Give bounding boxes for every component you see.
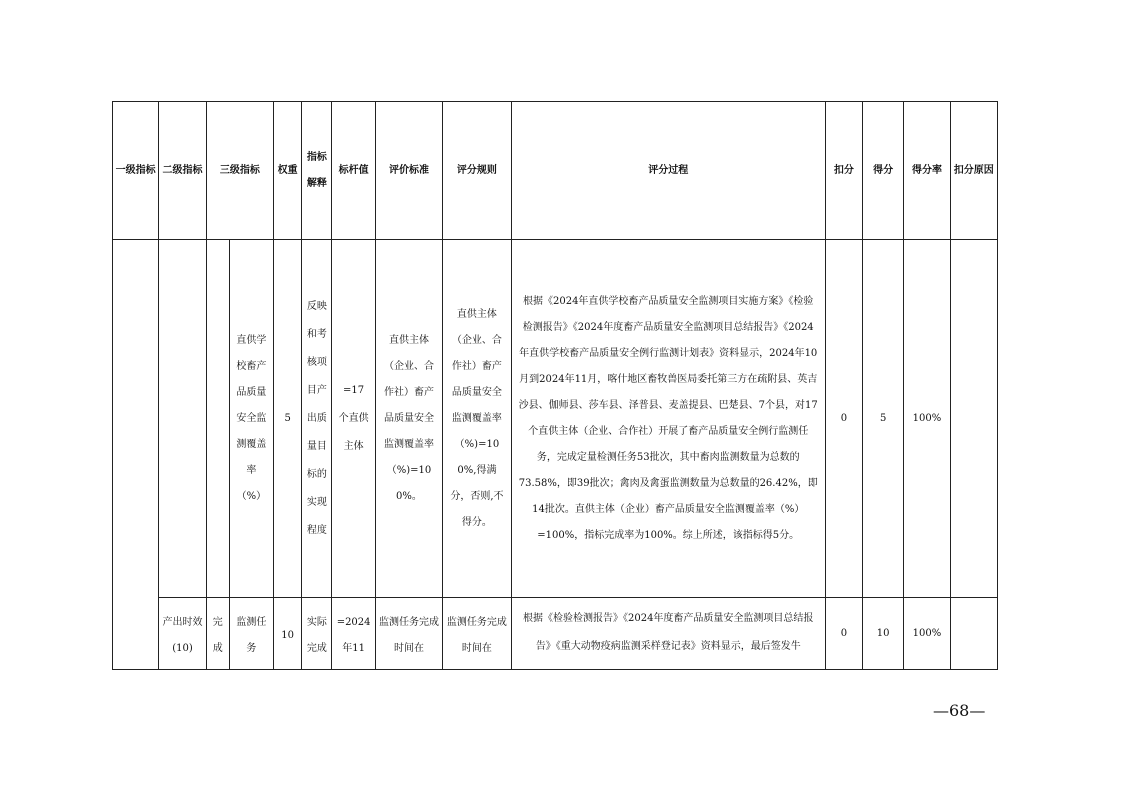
header-rule: 评分规则 <box>443 102 511 240</box>
header-explain: 指标解释 <box>302 102 332 240</box>
rule-text: 直供主体（企业、合作社）畜产品质量安全监测覆盖率（%)=100%,得满分，否则,不得分。 <box>450 308 504 528</box>
page-number: —68— <box>933 701 986 720</box>
evaluation-table <box>112 101 998 670</box>
cell-process: 根据《2024年直供学校畜产品质量安全监测项目实施方案》《检验检测报告》《2024年度畜产品质量安全监测项目总结报告》《2024年直供学校畜产品质量安全例行监测计划表》资料显示，2024年10月到2024年11月，喀什地区畜牧兽医局委托第三方在疏附县、英吉沙县、伽师县、莎车县、泽普县、麦盖提县、巴楚县、7个县，对17个直供主体（企业、合作社）开展了畜产品质量安全例行监测任务，完成定量检测任务53批次，其中畜肉监测数量为总数的73.58%，即39批次；禽肉及禽蛋监测数量为总数量的26.42%，即14批次。直供主体（企业）畜产品质量安全监测覆盖率（%）=100%，指标完成率为100%。综上所述，该指标得5分。 <box>511 240 825 598</box>
cell-score: 10 <box>863 598 904 670</box>
header-level3: 三级指标 <box>206 102 273 240</box>
header-benchmark: 标杆值 <box>332 102 375 240</box>
cell-explain: 实际完成 <box>302 598 332 670</box>
cell-level2: 产出时效(10) <box>159 598 206 670</box>
cell-rule <box>443 240 511 598</box>
cell-rule: 监测任务完成时间在 <box>443 598 511 670</box>
header-level1: 一级指标 <box>113 102 159 240</box>
cell-reason <box>950 240 997 598</box>
cell-level3a <box>206 240 229 598</box>
cell-level3a: 完成 <box>206 598 229 670</box>
level3b-text: 直供学校畜产品质量安全监测覆盖率（%） <box>236 334 267 502</box>
benchmark-text: =17个直供主体 <box>338 384 369 452</box>
cell-level3b: 监测任务 <box>229 598 273 670</box>
cell-explain <box>302 240 332 598</box>
header-rate: 得分率 <box>904 102 950 240</box>
cell-weight: 10 <box>274 598 302 670</box>
cell-score: 5 <box>863 240 904 598</box>
table-header-row <box>113 102 998 240</box>
cell-process: 根据《检验检测报告》《2024年度畜产品质量安全监测项目总结报告》《重大动物疫病监测采样登记表》资料显示，最后签发牛 <box>511 598 825 670</box>
cell-level3b <box>229 240 273 598</box>
cell-benchmark: =2024年11 <box>332 598 375 670</box>
table-row <box>113 240 998 598</box>
header-score: 得分 <box>863 102 904 240</box>
cell-deduct: 0 <box>825 598 862 670</box>
header-reason: 扣分原因 <box>950 102 997 240</box>
cell-level2 <box>159 240 206 598</box>
cell-reason <box>950 598 997 670</box>
header-standard: 评价标准 <box>375 102 442 240</box>
cell-rate: 100% <box>904 240 950 598</box>
cell-standard <box>375 240 442 598</box>
standard-text: 直供主体（企业、合作社）畜产品质量安全监测覆盖率（%)=100%。 <box>383 334 434 502</box>
header-weight: 权重 <box>274 102 302 240</box>
cell-benchmark <box>332 240 375 598</box>
table-row <box>113 598 998 670</box>
cell-weight: 5 <box>274 240 302 598</box>
header-process: 评分过程 <box>511 102 825 240</box>
cell-level1 <box>113 240 159 670</box>
cell-deduct: 0 <box>825 240 862 598</box>
explain-text: 反映和考核项目产出质量目标的实现程度 <box>306 300 327 536</box>
header-level2: 二级指标 <box>159 102 206 240</box>
cell-standard: 监测任务完成时间在 <box>375 598 442 670</box>
cell-rate: 100% <box>904 598 950 670</box>
header-deduct: 扣分 <box>825 102 862 240</box>
